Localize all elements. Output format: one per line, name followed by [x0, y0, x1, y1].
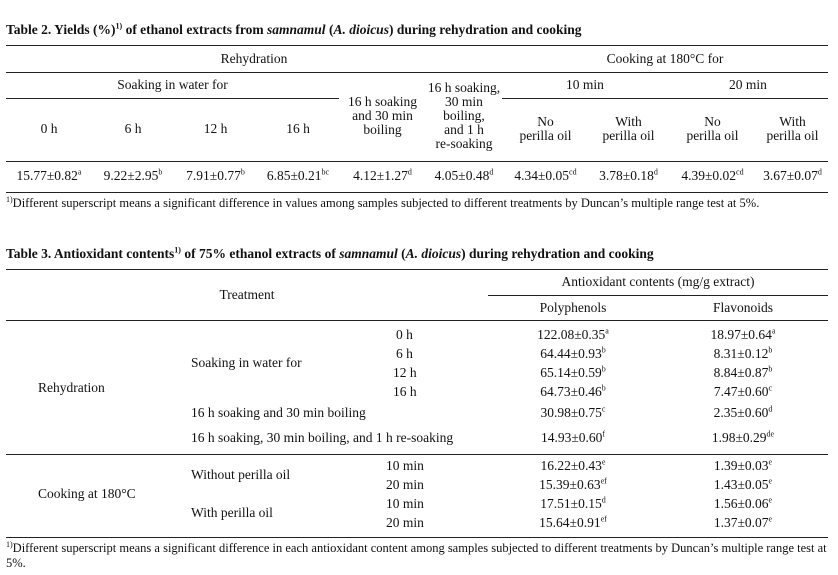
flavonoid-value: 1.39±0.03$^e$: [713, 457, 773, 473]
flavonoid-value: 2.35±0.60$^d$: [713, 404, 773, 420]
row-label: 16 h soaking, 30 min boiling, and 1 h re-soaking: [191, 429, 454, 445]
table2-caption: Table 2. Yields (%)$^{1)}$ of ethanol extracts from samnamul (A. dioicus) during rehydration and cooking: [6, 21, 582, 37]
yield-value: 3.67±0.07$^d$: [763, 167, 822, 183]
table3-caption: Table 3. Antioxidant contents$^{1)}$ of 75% ethanol extracts of samnamul (A. dioicus) during rehydration and cooking: [6, 245, 654, 261]
polyphenol-value: 14.93±0.60$^f$: [540, 429, 606, 445]
row-label: 16 h: [393, 383, 417, 399]
time-label: 10 min: [386, 457, 424, 473]
header-20min-no-perilla: No perilla oil: [686, 114, 739, 144]
table3-footnote: $^{1)}$Different superscript means a significant difference in each antioxidant content among samples subjected to different treatments by Duncan’s multiple range test at 5%.: [6, 539, 827, 570]
row-label: 16 h soaking and 30 min boiling: [191, 404, 366, 420]
polyphenol-value: 16.22±0.43$^e$: [540, 457, 606, 473]
header-12h: 12 h: [203, 121, 228, 137]
header-20min: 20 min: [668, 72, 828, 98]
flavonoid-value: 1.43±0.05$^e$: [713, 476, 773, 492]
time-label: 20 min: [386, 514, 424, 530]
table2: [6, 46, 828, 191]
header-rehydration: Rehydration: [6, 46, 502, 72]
header-16h: 16 h: [286, 121, 310, 137]
flavonoid-value: 1.37±0.07$^e$: [713, 514, 773, 530]
row-label: 0 h: [396, 326, 413, 342]
without-perilla-label: Without perilla oil: [191, 467, 291, 482]
polyphenol-value: 15.64±0.91$^{ef}$: [539, 514, 607, 530]
yield-value: 4.12±1.27$^d$: [353, 167, 412, 183]
table-row: [6, 456, 828, 475]
with-perilla-label: With perilla oil: [191, 505, 273, 520]
header-10min-no-perilla: No perilla oil: [519, 114, 572, 144]
flavonoid-value: 18.97±0.64$^a$: [710, 326, 776, 342]
header-10min-with-perilla: With perilla oil: [602, 114, 655, 144]
time-label: 10 min: [386, 495, 424, 511]
flavonoid-value: 8.31±0.12$^b$: [713, 345, 773, 361]
header-antioxidant: Antioxidant contents (mg/g extract): [488, 270, 828, 295]
yield-value: 3.78±0.18$^d$: [599, 167, 658, 183]
table2-footnote: $^{1)}$Different superscript means a significant difference in values among samples subjected to different treatments by Duncan’s multiple range test at 5%.: [6, 194, 760, 210]
polyphenol-value: 64.44±0.93$^b$: [540, 345, 606, 361]
table3: [6, 270, 828, 532]
header-cooking: Cooking at 180°C for: [502, 46, 828, 72]
header-20min-with-perilla: With perilla oil: [766, 114, 819, 144]
polyphenol-value: 15.39±0.63$^{ef}$: [539, 476, 607, 492]
header-0h: 0 h: [40, 121, 58, 137]
polyphenol-value: 122.08±0.35$^a$: [537, 326, 609, 342]
table-row: [6, 325, 828, 344]
flavonoid-value: 7.47±0.60$^c$: [713, 383, 773, 399]
table2-bottom-rule: [6, 192, 828, 193]
yield-value: 9.22±2.95$^b$: [103, 167, 163, 183]
yield-value: 4.39±0.02$^{cd}$: [681, 167, 744, 183]
row-label: 12 h: [393, 364, 417, 380]
flavonoid-value: 1.56±0.06$^e$: [713, 495, 773, 511]
yield-value: 15.77±0.82$^a$: [16, 167, 82, 183]
polyphenol-value: 64.73±0.46$^b$: [540, 383, 606, 399]
flavonoid-value: 8.84±0.87$^b$: [713, 364, 773, 380]
header-10min: 10 min: [502, 72, 668, 98]
header-soak-boil-resoak: 16 h soaking, 30 min boiling, and 1 h re-soaking: [427, 80, 501, 152]
polyphenol-value: 30.98±0.75$^c$: [540, 404, 606, 420]
flavonoid-value: 1.98±0.29de: [711, 429, 775, 445]
polyphenol-value: 17.51±0.15$^d$: [540, 495, 606, 511]
header-treatment: Treatment: [219, 287, 275, 302]
table3-bottom-rule: [6, 537, 828, 538]
cooking-label: Cooking at 180°C: [38, 486, 136, 501]
yield-value: 7.91±0.77$^b$: [186, 167, 245, 183]
header-polyphenols: Polyphenols: [539, 299, 607, 315]
header-flavonoids: Flavonoids: [712, 299, 773, 315]
yield-value: 6.85±0.21$^{bc}$: [266, 167, 330, 183]
header-6h: 6 h: [124, 121, 142, 137]
header-soak-boil: 16 h soaking and 30 min boiling: [348, 94, 417, 138]
soaking-label: Soaking in water for: [191, 355, 302, 370]
time-label: 20 min: [386, 476, 424, 492]
row-label: 6 h: [396, 345, 413, 361]
yield-value: 4.05±0.48$^d$: [434, 167, 494, 183]
yield-value: 4.34±0.05$^{cd}$: [514, 167, 577, 183]
rehydration-label: Rehydration: [38, 380, 105, 395]
header-soaking: Soaking in water for: [6, 72, 339, 98]
polyphenol-value: 65.14±0.59$^b$: [540, 364, 606, 380]
table2-values-row: [6, 160, 828, 191]
